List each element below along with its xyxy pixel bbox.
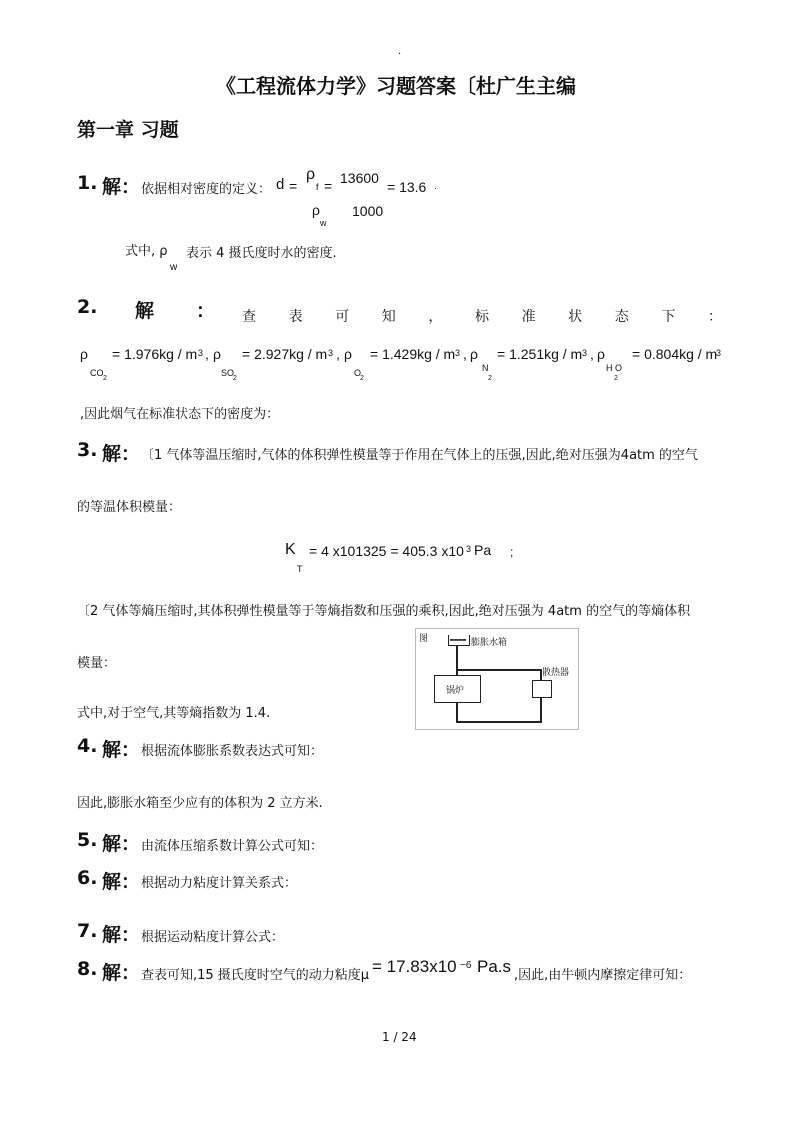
char: 标 xyxy=(474,309,489,325)
solution-label: 解： xyxy=(102,739,141,761)
eq-K-exponent: 3 xyxy=(466,544,472,554)
problem-number: 1. xyxy=(77,172,98,194)
water-level-line xyxy=(450,639,466,641)
problem-text: 由流体压缩系数计算公式可知： xyxy=(141,839,324,854)
problem-number: 2. xyxy=(77,296,98,318)
problem-number: 8. xyxy=(77,958,98,980)
eq-equals: = xyxy=(289,178,298,194)
isothermal-text-cont: 的等温体积模量： xyxy=(77,500,182,515)
char: 知 xyxy=(381,309,396,325)
co2-subsub: 2 xyxy=(103,375,107,382)
figure-tag: 图 xyxy=(419,634,429,644)
heating-system-diagram xyxy=(415,628,579,730)
eq-rho-w: ρ xyxy=(312,202,320,218)
document-title: 《工程流体力学》习题答案〔杜广生主编 xyxy=(216,74,576,98)
char: 下 xyxy=(661,309,676,325)
rho-so2: ρ xyxy=(213,346,221,362)
eq-K-value: = 4 x101325 = 405.3 x10 xyxy=(309,543,464,559)
eq-numerator: 13600 xyxy=(340,170,379,186)
eq-result: = 13.6 xyxy=(387,179,427,195)
heater-return-pipe xyxy=(540,697,542,722)
heater xyxy=(532,680,552,698)
so2-cube: 3 xyxy=(328,348,334,358)
note-subscript: w xyxy=(170,262,178,273)
co2-cube: 3 xyxy=(198,348,204,358)
viscosity-unit: Pa.s xyxy=(477,957,512,976)
chapter-heading: 第一章 习题 xyxy=(77,119,179,141)
char: 表 xyxy=(288,309,303,325)
problem-number: 5. xyxy=(77,829,98,851)
note-text: 表示 4 摄氏度时水的密度. xyxy=(186,246,337,261)
co2-sub: CO xyxy=(90,368,104,378)
heater-label: 散热器 xyxy=(542,668,570,678)
viscosity-exponent: −6 xyxy=(460,960,472,971)
boiler-label: 锅炉 xyxy=(446,686,465,696)
header-dot: . xyxy=(398,46,402,57)
problem-text: 依据相对密度的定义： xyxy=(141,182,272,197)
h2o-cube: 3 xyxy=(716,348,722,358)
solution-colon: ： xyxy=(196,300,216,322)
separator: , xyxy=(590,346,594,362)
page-number: 1 / 24 xyxy=(382,1030,417,1044)
tank-label: 膨胀水箱 xyxy=(471,638,508,648)
so2-sub: SO xyxy=(221,368,235,378)
supply-pipe xyxy=(456,669,540,671)
isentropic-text-cont: 模量： xyxy=(77,656,117,671)
separator: , xyxy=(463,346,467,362)
n2-value: = 1.251kg / m xyxy=(497,346,583,362)
eq-K: K xyxy=(285,541,296,558)
solution-label: 解 xyxy=(135,300,155,322)
n2-cube: 3 xyxy=(582,348,588,358)
return-pipe xyxy=(456,721,542,723)
h2o-sub: H O xyxy=(606,363,623,373)
so2-value: = 2.927kg / m xyxy=(242,346,328,362)
separator: , xyxy=(205,346,209,362)
n2-sub: N xyxy=(482,363,489,373)
o2-sub: O xyxy=(354,368,362,378)
solution-label: 解： xyxy=(102,833,141,855)
eq-semicolon: ; xyxy=(510,545,514,559)
eq-K-sub: T xyxy=(297,564,303,574)
isothermal-text: 〔1 气体等温压缩时,气体的体积弹性模量等于作用在气体上的压强,因此,绝对压强为4atm 的空气 xyxy=(141,448,698,463)
eq-rho-f: ρ xyxy=(306,166,316,183)
eq-d: d xyxy=(276,176,285,193)
riser-pipe xyxy=(456,646,458,670)
rho-o2: ρ xyxy=(344,346,352,362)
eq-period: . xyxy=(434,182,437,192)
separator: , xyxy=(336,346,340,362)
solution-label: 解： xyxy=(102,924,141,946)
viscosity-value: = 17.83x10 xyxy=(372,957,457,976)
solution-label: 解： xyxy=(102,443,141,465)
co2-value: = 1.976kg / m xyxy=(112,346,198,362)
eq-denominator: 1000 xyxy=(352,203,384,219)
problem-text-cont: ,因此,由牛顿内摩擦定律可知： xyxy=(514,968,692,983)
char: 查 xyxy=(242,309,256,325)
o2-value: = 1.429kg / m xyxy=(370,346,456,362)
char: 状 xyxy=(568,309,583,325)
char: ， xyxy=(428,309,443,325)
rho-h2o: ρ xyxy=(597,346,605,362)
h2o-subsub: 2 xyxy=(614,375,618,382)
problem-number: 7. xyxy=(77,920,98,942)
spaced-text xyxy=(242,306,722,326)
problem-text: 根据流体膨胀系数表达式可知： xyxy=(141,744,324,759)
char: 准 xyxy=(521,309,536,325)
problem-conclusion: 因此,膨胀水箱至少应有的体积为 2 立方米. xyxy=(77,796,323,811)
so2-subsub: 2 xyxy=(233,375,237,382)
eq-equals: = xyxy=(324,178,333,194)
problem-text: 根据动力粘度计算关系式： xyxy=(141,876,298,891)
eq-rho-f-sub: f xyxy=(316,182,319,192)
eq-rho-w-sub: w xyxy=(320,218,327,228)
eq-K-unit: Pa xyxy=(474,542,492,558)
density-conclusion: ,因此烟气在标准状态下的密度为： xyxy=(80,407,280,422)
problem-number: 6. xyxy=(77,867,98,889)
isentropic-text: 〔2 气体等熵压缩时,其体积弹性模量等于等熵指数和压强的乘积,因此,绝对压强为 4atm 的空气的等熵体积 xyxy=(77,604,691,619)
boiler-return-pipe xyxy=(456,702,458,722)
problem-number: 3. xyxy=(77,439,98,461)
solution-label: 解： xyxy=(102,871,141,893)
n2-subsub: 2 xyxy=(488,375,492,382)
o2-subsub: 2 xyxy=(360,375,364,382)
solution-label: 解： xyxy=(102,176,141,198)
h2o-value: = 0.804kg / m xyxy=(632,346,718,362)
isentropic-index-note: 式中,对于空气,其等熵指数为 1.4. xyxy=(77,706,271,721)
rho-co2: ρ xyxy=(80,346,88,362)
problem-text: 根据运动粘度计算公式： xyxy=(141,930,285,945)
solution-label: 解： xyxy=(102,962,141,984)
boiler-supply-pipe xyxy=(456,669,458,676)
char: 可 xyxy=(335,309,350,325)
rho-n2: ρ xyxy=(470,346,478,362)
o2-cube: 3 xyxy=(455,348,461,358)
char: 态 xyxy=(614,309,629,325)
note-prefix: 式中, ρ xyxy=(125,244,168,259)
problem-number: 4. xyxy=(77,735,98,757)
char: ： xyxy=(707,309,722,325)
problem-text: 查表可知,15 摄氏度时空气的动力粘度μ xyxy=(141,968,370,983)
